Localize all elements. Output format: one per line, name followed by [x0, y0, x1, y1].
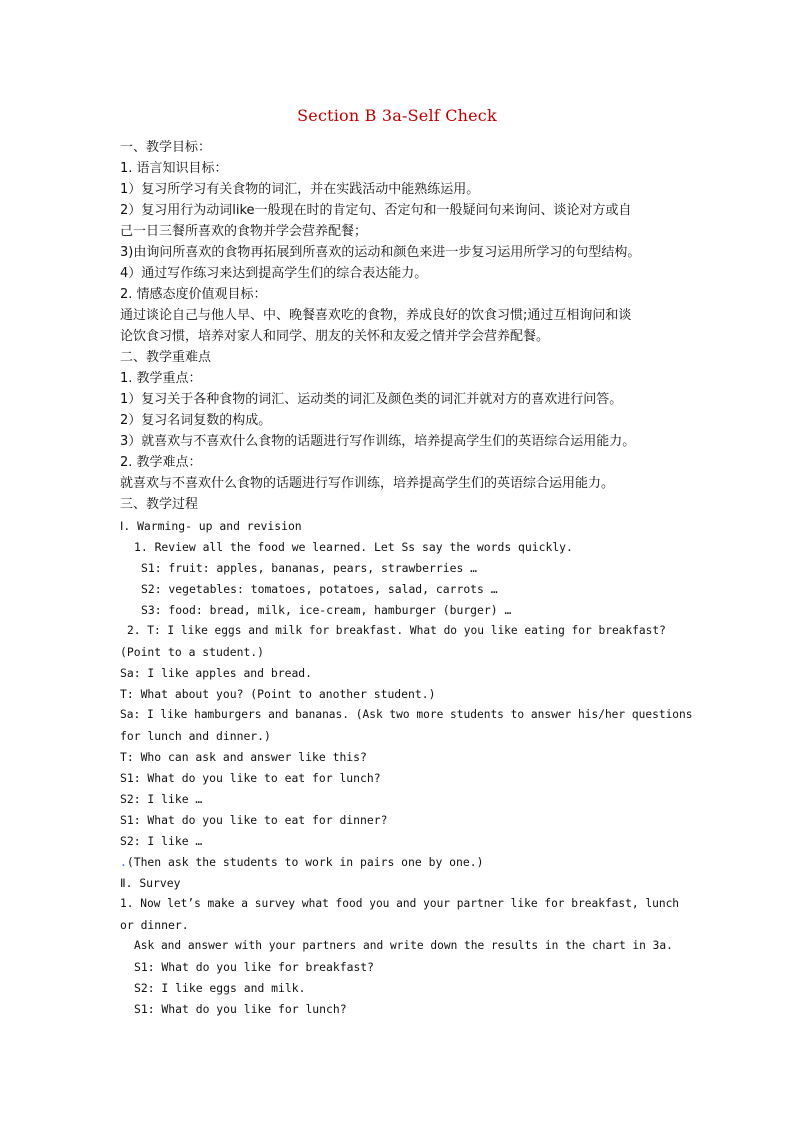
- objective-item-2: 2）复习用行为动词like一般现在时的肯定句、否定句和一般疑问句来询问、谈论对方或自: [120, 203, 632, 218]
- word-list-food: S3: food: bread, milk, ice-cream, hamburger (burger) …: [141, 603, 512, 617]
- survey-dialogue-line: S1: What do you like for breakfast?: [134, 960, 375, 974]
- document-title: Section B 3a-Self Check: [297, 106, 497, 125]
- subheading-attitude-values: 2. 情感态度价值观目标：: [120, 287, 267, 302]
- subheading-difficulties: 2. 教学难点：: [120, 455, 202, 470]
- dialogue-line: S1: What do you like to eat for lunch?: [120, 771, 381, 785]
- survey-dialogue-line: S1: What do you like for lunch?: [134, 1002, 347, 1016]
- section-heading-key-points: 二、教学重难点: [120, 350, 212, 365]
- attitude-paragraph: 通过谈论自己与他人早、中、晚餐喜欢吃的食物，养成良好的饮食习惯;通过互相询问和谈: [120, 308, 632, 323]
- objective-item-4: 4）通过写作练习来达到提高学生们的综合表达能力。: [120, 266, 428, 281]
- dialogue-stage-direction: [120, 853, 483, 871]
- objective-item-1: 1）复习所学习有关食物的词汇，并在实践活动中能熟练运用。: [120, 182, 480, 197]
- key-point-item-2: 2）复习名词复数的构成。: [120, 413, 272, 428]
- dialogue-line-cont: for lunch and dinner.): [120, 729, 271, 743]
- dialogue-line: T: What about you? (Point to another student.): [120, 687, 436, 701]
- difficulty-paragraph: 就喜欢与不喜欢什么食物的话题进行写作训练，培养提高学生们的英语综合运用能力。: [120, 476, 615, 491]
- dialogue-line: T: Who can ask and answer like this?: [120, 750, 367, 764]
- objective-item-2-cont: 己一日三餐所喜欢的食物并学会营养配餐；: [120, 224, 368, 239]
- subheading-language-knowledge: 1. 语言知识目标：: [120, 161, 228, 176]
- dialogue-line: S2: I like …: [120, 834, 203, 848]
- subheading-key-points: 1. 教学重点：: [120, 371, 202, 386]
- attitude-paragraph-cont: 论饮食习惯，培养对家人和同学、朋友的关怀和友爱之情并学会营养配餐。: [120, 329, 550, 344]
- survey-instruction: 1. Now let’s make a survey what food you and your partner like for breakfast, lunch: [120, 897, 680, 910]
- dialogue-teacher-breakfast: 2. T: I like eggs and milk for breakfast. What do you like eating for breakfast?: [127, 624, 666, 637]
- word-list-vegetables: S2: vegetables: tomatoes, potatoes, salad, carrots …: [141, 582, 498, 596]
- section-heading-process: 三、教学过程: [120, 497, 199, 512]
- key-point-item-3: 3）就喜欢与不喜欢什么食物的话题进行写作训练，培养提高学生们的英语综合运用能力。: [120, 434, 636, 449]
- step-heading-survey: Ⅱ. Survey: [120, 876, 181, 890]
- dialogue-line: S2: I like …: [120, 792, 203, 806]
- dialogue-line: S1: What do you like to eat for dinner?: [120, 813, 388, 827]
- dialogue-stage-direction: (Point to a student.): [120, 645, 265, 659]
- step-heading-warming-up: Ⅰ. Warming- up and revision: [120, 519, 302, 533]
- survey-instruction-cont: or dinner.: [120, 918, 189, 932]
- survey-ask-answer: Ask and answer with your partners and write down the results in the chart in 3a.: [134, 939, 673, 952]
- section-heading-objectives: 一、教学目标：: [120, 140, 212, 155]
- word-list-fruit: S1: fruit: apples, bananas, pears, strawberries …: [141, 561, 478, 575]
- step-item-review: 1. Review all the food we learned. Let Ss say the words quickly.: [134, 540, 573, 554]
- dialogue-line: Sa: I like apples and bread.: [120, 666, 313, 680]
- bullet-dot: .: [120, 855, 127, 869]
- objective-item-3: 3)由询问所喜欢的食物再拓展到所喜欢的运动和颜色来进一步复习运用所学习的句型结构。: [120, 245, 641, 260]
- dialogue-line: Sa: I like hamburgers and bananas. (Ask two more students to answer his/her questions: [120, 708, 693, 721]
- dialogue-pairs-instruction: (Then ask the students to work in pairs one by one.): [126, 855, 484, 869]
- key-point-item-1: 1）复习关于各种食物的词汇、运动类的词汇及颜色类的词汇并就对方的喜欢进行问答。: [120, 392, 623, 407]
- survey-dialogue-line: S2: I like eggs and milk.: [134, 981, 306, 995]
